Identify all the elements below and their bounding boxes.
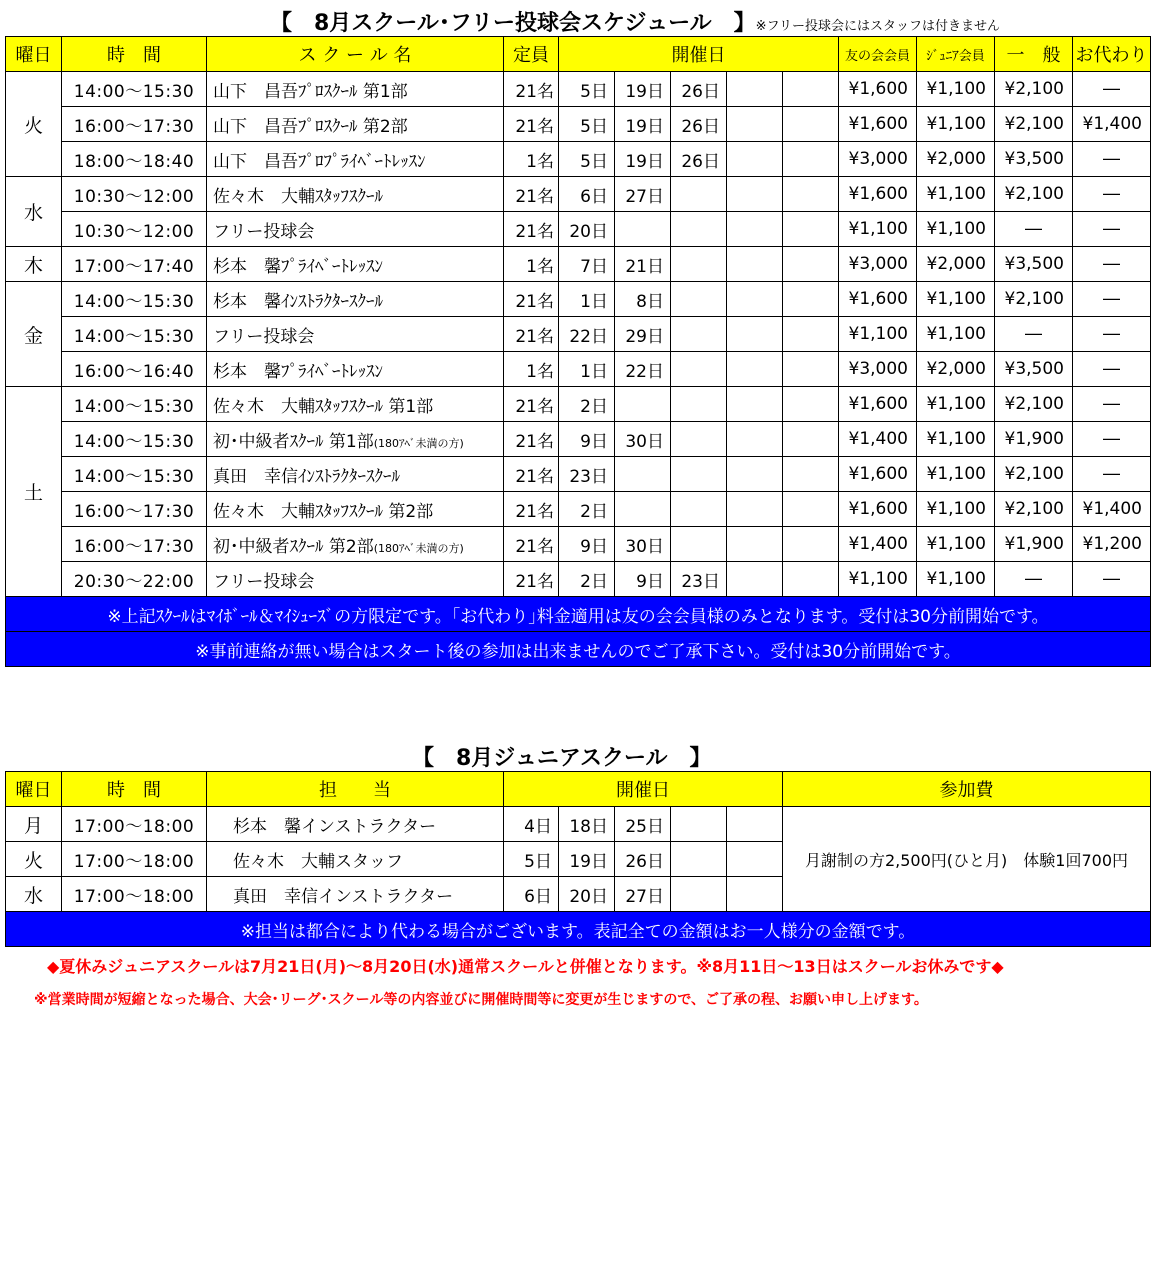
price-cell: ¥1,600 xyxy=(839,72,917,107)
date-cell: 29日 xyxy=(615,317,671,352)
summer-notice: ◆夏休みジュニアスクールは7月21日(月)～8月20日(水)通常スクールと併催となります。※8月11日～13日はスクールお休みです◆ xyxy=(47,957,1004,976)
schedule-row xyxy=(6,562,1151,597)
date-cell: 9日 xyxy=(615,562,671,597)
price-cell: ¥1,100 xyxy=(839,317,917,352)
school-name-cell xyxy=(207,282,504,317)
schedule-note: ※上記ｽｸｰﾙはﾏｲﾎﾞｰﾙ＆ﾏｲｼｭｰｽﾞの方限定です。｢お代わり｣料金適用は友の会会員様のみとなります。受付は30分前開始です。 xyxy=(6,597,1151,632)
schedule-row xyxy=(6,352,1151,387)
school-name: フリー投球会 xyxy=(213,221,315,242)
capacity-cell: 21名 xyxy=(504,562,559,597)
date-cell: 7日 xyxy=(559,247,615,282)
schedule-row xyxy=(6,212,1151,247)
price-cell: ― xyxy=(995,317,1073,352)
date-cell xyxy=(727,387,783,422)
header-time: 時 間 xyxy=(62,37,207,72)
date-cell xyxy=(727,142,783,177)
school-name-cell xyxy=(207,422,504,457)
date-cell xyxy=(671,352,727,387)
date-cell xyxy=(615,492,671,527)
header-price-member: 友の会会員 xyxy=(839,37,917,72)
school-name: 佐々木 大輔ｽﾀｯﾌｽｸｰﾙ 第1部 xyxy=(213,396,434,417)
school-name-cell xyxy=(207,72,504,107)
header-price-junior: ｼﾞｭﾆｱ会員 xyxy=(917,37,995,72)
junior-date-cell: 18日 xyxy=(559,807,615,842)
school-name: 杉本 馨ﾌﾟﾗｲﾍﾞｰﾄﾚｯｽﾝ xyxy=(213,361,383,382)
price-cell: ― xyxy=(1073,212,1151,247)
date-cell xyxy=(783,527,839,562)
price-cell: ¥1,400 xyxy=(839,527,917,562)
date-cell: 1日 xyxy=(559,352,615,387)
junior-date-cell: 26日 xyxy=(615,842,671,877)
junior-date-cell: 20日 xyxy=(559,877,615,912)
day-cell: 水 xyxy=(6,177,62,247)
date-cell xyxy=(727,177,783,212)
school-name: 杉本 馨ﾌﾟﾗｲﾍﾞｰﾄﾚｯｽﾝ xyxy=(213,256,383,277)
date-cell xyxy=(671,247,727,282)
capacity-cell: 21名 xyxy=(504,422,559,457)
junior-date-cell xyxy=(671,842,727,877)
price-cell: ¥1,100 xyxy=(839,212,917,247)
school-name-cell xyxy=(207,457,504,492)
date-cell xyxy=(727,527,783,562)
schedule-header-row xyxy=(6,37,1151,72)
price-cell: ¥2,000 xyxy=(917,352,995,387)
date-cell xyxy=(783,317,839,352)
price-cell: ― xyxy=(1073,282,1151,317)
time-cell: 18:00～18:40 xyxy=(62,142,207,177)
price-cell: ¥2,000 xyxy=(917,247,995,282)
date-cell xyxy=(783,387,839,422)
date-cell xyxy=(783,492,839,527)
junior-day-cell: 水 xyxy=(6,877,62,912)
price-cell: ¥1,400 xyxy=(839,422,917,457)
capacity-cell: 21名 xyxy=(504,282,559,317)
date-cell xyxy=(727,72,783,107)
date-cell xyxy=(783,282,839,317)
junior-time-cell: 17:00～18:00 xyxy=(62,807,207,842)
date-cell xyxy=(727,107,783,142)
date-cell xyxy=(671,492,727,527)
junior-date-cell: 4日 xyxy=(504,807,559,842)
date-cell xyxy=(671,317,727,352)
date-cell: 9日 xyxy=(559,422,615,457)
price-cell: ¥1,100 xyxy=(839,562,917,597)
school-name: 山下 昌吾ﾌﾟﾛﾌﾟﾗｲﾍﾞｰﾄﾚｯｽﾝ xyxy=(213,151,426,172)
date-cell: 9日 xyxy=(559,527,615,562)
price-cell: ¥1,100 xyxy=(917,317,995,352)
junior-date-cell xyxy=(671,807,727,842)
schedule-row xyxy=(6,527,1151,562)
header-day: 曜日 xyxy=(6,37,62,72)
schedule-row xyxy=(6,72,1151,107)
date-cell: 2日 xyxy=(559,387,615,422)
school-name-cell xyxy=(207,562,504,597)
date-cell xyxy=(727,247,783,282)
junior-teacher-cell: 杉本 馨インストラクター xyxy=(207,807,504,842)
junior-date-cell: 6日 xyxy=(504,877,559,912)
school-name-cell xyxy=(207,317,504,352)
price-cell: ― xyxy=(995,562,1073,597)
school-name-cell xyxy=(207,387,504,422)
date-cell xyxy=(783,562,839,597)
day-cell: 木 xyxy=(6,247,62,282)
schedule-row xyxy=(6,387,1151,422)
date-cell: 30日 xyxy=(615,422,671,457)
schedule-row xyxy=(6,247,1151,282)
schedule-row xyxy=(6,107,1151,142)
schedule-title xyxy=(270,6,1000,37)
junior-row xyxy=(6,807,1151,842)
time-cell: 14:00～15:30 xyxy=(62,282,207,317)
header-capacity: 定員 xyxy=(504,37,559,72)
capacity-cell: 21名 xyxy=(504,107,559,142)
schedule-title-text: 【 8月スクール･フリー投球会スケジュール 】 xyxy=(270,11,756,36)
schedule-row xyxy=(6,492,1151,527)
price-cell: ¥1,900 xyxy=(995,422,1073,457)
date-cell xyxy=(783,457,839,492)
price-cell: ¥1,100 xyxy=(917,72,995,107)
schedule-note-row xyxy=(6,597,1151,632)
junior-header-row xyxy=(6,772,1151,807)
date-cell: 22日 xyxy=(615,352,671,387)
school-name: 山下 昌吾ﾌﾟﾛｽｸｰﾙ 第2部 xyxy=(213,116,408,137)
junior-header-fee: 参加費 xyxy=(783,772,1151,807)
junior-date-cell xyxy=(727,842,783,877)
price-cell: ¥1,100 xyxy=(917,177,995,212)
day-cell: 火 xyxy=(6,72,62,177)
date-cell xyxy=(727,212,783,247)
date-cell: 5日 xyxy=(559,107,615,142)
junior-header-time: 時 間 xyxy=(62,772,207,807)
price-cell: ― xyxy=(1073,562,1151,597)
price-cell: ¥3,500 xyxy=(995,352,1073,387)
junior-header-day: 曜日 xyxy=(6,772,62,807)
school-name: フリー投球会 xyxy=(213,571,315,592)
price-cell: ¥2,000 xyxy=(917,142,995,177)
school-name: 初･中級者ｽｸｰﾙ 第1部 xyxy=(213,431,374,452)
price-cell: ¥3,000 xyxy=(839,247,917,282)
schedule-row xyxy=(6,177,1151,212)
date-cell xyxy=(671,422,727,457)
date-cell xyxy=(727,492,783,527)
junior-time-cell: 17:00～18:00 xyxy=(62,877,207,912)
school-name-note: (180ｱﾍﾞ未満の方) xyxy=(373,436,464,450)
date-cell: 19日 xyxy=(615,107,671,142)
school-name-cell xyxy=(207,142,504,177)
date-cell xyxy=(783,177,839,212)
school-name-cell xyxy=(207,352,504,387)
capacity-cell: 21名 xyxy=(504,72,559,107)
time-cell: 16:00～17:30 xyxy=(62,107,207,142)
junior-teacher-cell: 佐々木 大輔スタッフ xyxy=(207,842,504,877)
school-name-cell xyxy=(207,177,504,212)
price-cell: ¥1,600 xyxy=(839,492,917,527)
price-cell: ¥2,100 xyxy=(995,72,1073,107)
capacity-cell: 21名 xyxy=(504,317,559,352)
time-cell: 10:30～12:00 xyxy=(62,212,207,247)
schedule-title-note: ※フリー投球会にはスタッフは付きません xyxy=(755,19,1001,34)
capacity-cell: 21名 xyxy=(504,527,559,562)
date-cell xyxy=(671,387,727,422)
time-cell: 14:00～15:30 xyxy=(62,387,207,422)
date-cell: 19日 xyxy=(615,72,671,107)
schedule-note: ※事前連絡が無い場合はスタート後の参加は出来ませんのでご了承下さい。受付は30分前開始です。 xyxy=(6,632,1151,667)
price-cell: ¥1,100 xyxy=(917,212,995,247)
school-name: 初･中級者ｽｸｰﾙ 第2部 xyxy=(213,536,374,557)
school-name-cell xyxy=(207,492,504,527)
price-cell: ― xyxy=(1073,72,1151,107)
junior-school-table xyxy=(5,771,1151,947)
date-cell: 5日 xyxy=(559,142,615,177)
capacity-cell: 21名 xyxy=(504,177,559,212)
junior-date-cell xyxy=(671,877,727,912)
school-name: 山下 昌吾ﾌﾟﾛｽｸｰﾙ 第1部 xyxy=(213,81,408,102)
date-cell xyxy=(615,387,671,422)
day-cell: 金 xyxy=(6,282,62,387)
price-cell: ¥1,600 xyxy=(839,282,917,317)
price-cell: ¥2,100 xyxy=(995,282,1073,317)
header-price-refill: お代わり xyxy=(1073,37,1151,72)
date-cell xyxy=(727,457,783,492)
date-cell: 5日 xyxy=(559,72,615,107)
time-cell: 16:00～16:40 xyxy=(62,352,207,387)
price-cell: ¥1,100 xyxy=(917,492,995,527)
price-cell: ¥3,000 xyxy=(839,352,917,387)
school-name: 杉本 馨ｲﾝｽﾄﾗｸﾀｰｽｸｰﾙ xyxy=(213,291,383,312)
date-cell xyxy=(671,527,727,562)
time-cell: 16:00～17:30 xyxy=(62,492,207,527)
price-cell: ― xyxy=(1073,142,1151,177)
school-name-note: (180ｱﾍﾞ未満の方) xyxy=(373,541,464,555)
price-cell: ― xyxy=(1073,177,1151,212)
junior-date-cell: 19日 xyxy=(559,842,615,877)
price-cell: ¥1,600 xyxy=(839,457,917,492)
date-cell: 27日 xyxy=(615,177,671,212)
junior-date-cell xyxy=(727,877,783,912)
junior-date-cell: 5日 xyxy=(504,842,559,877)
price-cell: ¥2,100 xyxy=(995,492,1073,527)
price-cell: ― xyxy=(1073,317,1151,352)
price-cell: ¥2,100 xyxy=(995,177,1073,212)
schedule-row xyxy=(6,457,1151,492)
school-schedule-table xyxy=(5,36,1151,667)
schedule-row xyxy=(6,422,1151,457)
junior-note-row xyxy=(6,912,1151,947)
time-cell: 14:00～15:30 xyxy=(62,317,207,352)
date-cell xyxy=(727,282,783,317)
date-cell xyxy=(783,247,839,282)
time-cell: 16:00～17:30 xyxy=(62,527,207,562)
date-cell: 2日 xyxy=(559,562,615,597)
time-cell: 17:00～17:40 xyxy=(62,247,207,282)
date-cell xyxy=(671,212,727,247)
time-cell: 10:30～12:00 xyxy=(62,177,207,212)
school-name: 佐々木 大輔ｽﾀｯﾌｽｸｰﾙ xyxy=(213,186,383,207)
capacity-cell: 1名 xyxy=(504,142,559,177)
price-cell: ¥3,500 xyxy=(995,247,1073,282)
price-cell: ― xyxy=(1073,247,1151,282)
date-cell: 6日 xyxy=(559,177,615,212)
date-cell: 23日 xyxy=(559,457,615,492)
junior-fee-cell: 月謝制の方2,500円(ひと月) 体験1回700円 xyxy=(783,807,1151,912)
time-cell: 20:30～22:00 xyxy=(62,562,207,597)
price-cell: ¥2,100 xyxy=(995,387,1073,422)
date-cell: 30日 xyxy=(615,527,671,562)
price-cell: ¥3,000 xyxy=(839,142,917,177)
header-price-general: 一 般 xyxy=(995,37,1073,72)
price-cell: ― xyxy=(1073,352,1151,387)
price-cell: ¥1,900 xyxy=(995,527,1073,562)
price-cell: ― xyxy=(1073,422,1151,457)
schedule-row xyxy=(6,317,1151,352)
price-cell: ― xyxy=(1073,387,1151,422)
capacity-cell: 21名 xyxy=(504,212,559,247)
junior-time-cell: 17:00～18:00 xyxy=(62,842,207,877)
schedule-row xyxy=(6,282,1151,317)
date-cell: 19日 xyxy=(615,142,671,177)
date-cell: 2日 xyxy=(559,492,615,527)
junior-date-cell: 27日 xyxy=(615,877,671,912)
date-cell xyxy=(727,352,783,387)
price-cell: ¥1,100 xyxy=(917,387,995,422)
price-cell: ¥1,100 xyxy=(917,107,995,142)
capacity-cell: 21名 xyxy=(504,457,559,492)
price-cell: ¥1,100 xyxy=(917,457,995,492)
date-cell xyxy=(783,422,839,457)
junior-header-dates: 開催日 xyxy=(504,772,783,807)
header-dates: 開催日 xyxy=(559,37,839,72)
date-cell: 23日 xyxy=(671,562,727,597)
schedule-note-row xyxy=(6,632,1151,667)
date-cell: 26日 xyxy=(671,107,727,142)
schedule-row xyxy=(6,142,1151,177)
price-cell: ¥1,600 xyxy=(839,107,917,142)
school-name-cell xyxy=(207,247,504,282)
date-cell xyxy=(615,457,671,492)
date-cell xyxy=(671,282,727,317)
date-cell: 26日 xyxy=(671,142,727,177)
date-cell xyxy=(783,107,839,142)
junior-day-cell: 火 xyxy=(6,842,62,877)
price-cell: ¥1,600 xyxy=(839,177,917,212)
school-name-cell xyxy=(207,527,504,562)
junior-day-cell: 月 xyxy=(6,807,62,842)
date-cell xyxy=(783,212,839,247)
price-cell: ¥1,100 xyxy=(917,527,995,562)
date-cell xyxy=(783,72,839,107)
capacity-cell: 1名 xyxy=(504,352,559,387)
date-cell xyxy=(783,352,839,387)
date-cell: 26日 xyxy=(671,72,727,107)
capacity-cell: 21名 xyxy=(504,492,559,527)
school-name: 佐々木 大輔ｽﾀｯﾌｽｸｰﾙ 第2部 xyxy=(213,501,434,522)
date-cell: 21日 xyxy=(615,247,671,282)
price-cell: ― xyxy=(995,212,1073,247)
price-cell: ¥1,400 xyxy=(1073,107,1151,142)
date-cell xyxy=(727,422,783,457)
time-cell: 14:00～15:30 xyxy=(62,457,207,492)
capacity-cell: 1名 xyxy=(504,247,559,282)
date-cell: 8日 xyxy=(615,282,671,317)
date-cell xyxy=(727,562,783,597)
junior-title: 【 8月ジュニアスクール 】 xyxy=(412,746,712,771)
school-name-cell xyxy=(207,212,504,247)
price-cell: ¥1,100 xyxy=(917,282,995,317)
date-cell xyxy=(671,457,727,492)
date-cell: 1日 xyxy=(559,282,615,317)
date-cell xyxy=(615,212,671,247)
day-cell: 土 xyxy=(6,387,62,597)
junior-note: ※担当は都合により代わる場合がございます。表記全ての金額はお一人様分の金額です。 xyxy=(6,912,1151,947)
price-cell: ¥2,100 xyxy=(995,107,1073,142)
hours-notice: ※営業時間が短縮となった場合、大会･リーグ･スクール等の内容並びに開催時間等に変更が生じますので、ご了承の程、お願い申し上げます。 xyxy=(34,992,928,1008)
date-cell xyxy=(727,317,783,352)
school-name: 真田 幸信ｲﾝｽﾄﾗｸﾀｰｽｸｰﾙ xyxy=(213,466,400,487)
time-cell: 14:00～15:30 xyxy=(62,422,207,457)
price-cell: ¥1,200 xyxy=(1073,527,1151,562)
junior-header-teacher: 担 当 xyxy=(207,772,504,807)
date-cell: 20日 xyxy=(559,212,615,247)
junior-date-cell: 25日 xyxy=(615,807,671,842)
school-name-cell xyxy=(207,107,504,142)
price-cell: ¥2,100 xyxy=(995,457,1073,492)
junior-date-cell xyxy=(727,807,783,842)
school-name: フリー投球会 xyxy=(213,326,315,347)
capacity-cell: 21名 xyxy=(504,387,559,422)
date-cell xyxy=(783,142,839,177)
price-cell: ¥1,600 xyxy=(839,387,917,422)
time-cell: 14:00～15:30 xyxy=(62,72,207,107)
date-cell xyxy=(671,177,727,212)
header-school-name: ス ク ー ル 名 xyxy=(207,37,504,72)
junior-teacher-cell: 真田 幸信インストラクター xyxy=(207,877,504,912)
price-cell: ¥1,100 xyxy=(917,422,995,457)
price-cell: ¥1,400 xyxy=(1073,492,1151,527)
date-cell: 22日 xyxy=(559,317,615,352)
price-cell: ― xyxy=(1073,457,1151,492)
price-cell: ¥1,100 xyxy=(917,562,995,597)
price-cell: ¥3,500 xyxy=(995,142,1073,177)
